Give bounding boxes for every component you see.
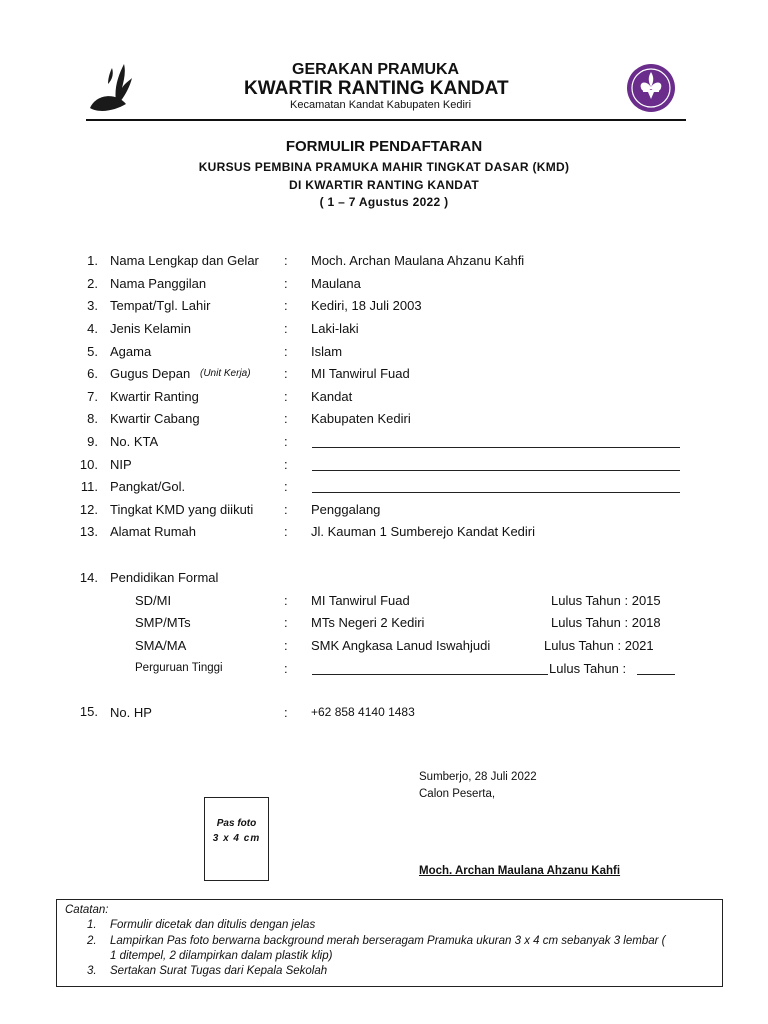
blank-line xyxy=(312,674,548,675)
edu-level: Perguruan Tinggi xyxy=(135,662,223,674)
note-number: 1. xyxy=(87,919,97,931)
field-label: Tingkat KMD yang diikuti xyxy=(110,502,254,517)
field-number: 9. xyxy=(87,434,98,449)
blank-line xyxy=(312,447,680,448)
form-title: FORMULIR PENDAFTARAN xyxy=(285,138,483,155)
blank-line xyxy=(312,470,680,471)
education-row xyxy=(0,661,768,681)
field-label: Kwartir Ranting xyxy=(110,389,199,404)
blank-line xyxy=(637,674,675,675)
form-subtitle-1: KURSUS PEMBINA PRAMUKA MAHIR TINGKAT DASAR (KMD) xyxy=(198,160,570,174)
edu-grad-year: Lulus Tahun : xyxy=(549,661,627,676)
field-number: 8. xyxy=(87,411,98,426)
edu-grad-year: Lulus Tahun : 2015 xyxy=(551,593,661,608)
blank-line xyxy=(312,492,680,493)
field-row xyxy=(0,434,768,454)
field-label: Jenis Kelamin xyxy=(110,321,191,336)
field-number: 5. xyxy=(87,344,98,359)
field-colon: : xyxy=(284,502,288,517)
note-number: 2. xyxy=(87,935,97,947)
field-colon: : xyxy=(284,276,288,291)
field-row xyxy=(0,411,768,431)
field-row xyxy=(0,524,768,544)
field-row xyxy=(0,502,768,522)
field-value: Kandat xyxy=(311,389,353,404)
field-value: Penggalang xyxy=(311,502,381,517)
sign-place-date: Sumberjo, 28 Juli 2022 xyxy=(419,771,537,783)
field-colon: : xyxy=(284,321,288,336)
sign-name: Moch. Archan Maulana Ahzanu Kahfi xyxy=(419,865,621,877)
field-colon: : xyxy=(284,344,288,359)
field-label: Kwartir Cabang xyxy=(110,411,200,426)
field-label: No. KTA xyxy=(110,434,159,449)
edu-grad-year: Lulus Tahun : 2018 xyxy=(551,615,661,630)
wosm-emblem-icon xyxy=(626,63,676,113)
field-row xyxy=(0,457,768,477)
field-number: 3. xyxy=(87,298,98,313)
field-row xyxy=(0,389,768,409)
education-heading xyxy=(0,570,768,590)
photo-label-1: Pas foto xyxy=(216,818,257,829)
edu-level: SMP/MTs xyxy=(135,615,191,630)
education-row xyxy=(0,638,768,658)
field-label: No. HP xyxy=(110,705,152,720)
field-label: Pendidikan Formal xyxy=(110,570,219,585)
note-text-continued: 1 ditempel, 2 dilampirkan dalam plastik klip) xyxy=(110,950,333,962)
field-number: 15. xyxy=(79,704,98,719)
field-row xyxy=(0,253,768,273)
field-number: 7. xyxy=(87,389,98,404)
field-label: Nama Lengkap dan Gelar xyxy=(110,253,259,268)
notes-box xyxy=(56,899,723,987)
field-label: Alamat Rumah xyxy=(110,524,196,539)
field-colon: : xyxy=(284,457,288,472)
field-colon: : xyxy=(284,434,288,449)
notes-title: Catatan: xyxy=(65,904,109,916)
field-colon: : xyxy=(284,389,288,404)
field-colon: : xyxy=(284,298,288,313)
photo-box xyxy=(204,797,269,881)
field-colon: : xyxy=(284,705,288,720)
field-label: Gugus Depan xyxy=(110,366,191,381)
field-value: Kabupaten Kediri xyxy=(311,411,411,426)
field-colon: : xyxy=(284,638,288,653)
field-number: 6. xyxy=(87,366,98,381)
education-row xyxy=(0,615,768,635)
field-colon: : xyxy=(284,479,288,494)
field-value: Laki-laki xyxy=(311,321,359,336)
edu-school: MTs Negeri 2 Kediri xyxy=(311,615,425,630)
field-colon: : xyxy=(284,524,288,539)
field-value: Kediri, 18 Juli 2003 xyxy=(311,298,422,313)
field-label: Nama Panggilan xyxy=(110,276,207,291)
field-value: Maulana xyxy=(311,276,361,291)
field-number: 2. xyxy=(87,276,98,291)
note-text: Formulir dicetak dan ditulis dengan jelas xyxy=(110,919,316,931)
field-number: 4. xyxy=(87,321,98,336)
field-row xyxy=(0,479,768,499)
address: Kecamatan Kandat Kabupaten Kediri xyxy=(290,99,472,111)
education-row xyxy=(0,593,768,613)
field-label: Pangkat/Gol. xyxy=(110,479,186,494)
form-subtitle-2: DI KWARTIR RANTING KANDAT xyxy=(289,178,479,192)
field-colon: : xyxy=(284,366,288,381)
org-name: GERAKAN PRAMUKA xyxy=(292,61,460,78)
field-number: 13. xyxy=(79,524,98,539)
field-number: 14. xyxy=(79,570,98,585)
field-colon: : xyxy=(284,411,288,426)
field-colon: : xyxy=(284,253,288,268)
edu-grad-year: Lulus Tahun : 2021 xyxy=(544,638,654,653)
field-row xyxy=(0,276,768,296)
edu-school: MI Tanwirul Fuad xyxy=(311,593,410,608)
photo-label-2: 3 x 4 cm xyxy=(212,833,261,844)
field-row xyxy=(0,321,768,341)
field-value: Jl. Kauman 1 Sumberejo Kandat Kediri xyxy=(311,524,536,539)
field-colon: : xyxy=(284,661,288,676)
field-label: Tempat/Tgl. Lahir xyxy=(110,298,211,313)
field-number: 1. xyxy=(87,253,98,268)
form-dates: ( 1 – 7 Agustus 2022 ) xyxy=(319,195,449,209)
field-label: Agama xyxy=(110,344,152,359)
edu-level: SMA/MA xyxy=(135,638,187,653)
field-colon: : xyxy=(284,593,288,608)
field-row xyxy=(0,366,768,386)
field-value: Moch. Archan Maulana Ahzanu Kahfi xyxy=(311,253,525,268)
edu-school: SMK Angkasa Lanud Iswahjudi xyxy=(311,638,491,653)
field-colon: : xyxy=(284,615,288,630)
note-text: Lampirkan Pas foto berwarna background merah berseragam Pramuka ukuran 3 x 4 cm sebanyak 3 lembar ( xyxy=(110,935,666,947)
field-value: MI Tanwirul Fuad xyxy=(311,366,410,381)
field-number: 12. xyxy=(79,502,98,517)
unit-name: KWARTIR RANTING KANDAT xyxy=(244,78,509,99)
field-value: Islam xyxy=(311,344,343,359)
note-number: 3. xyxy=(87,965,97,977)
header-rule xyxy=(86,119,686,121)
field-row xyxy=(0,344,768,364)
sign-role: Calon Peserta, xyxy=(419,788,496,800)
note-text: Sertakan Surat Tugas dari Kepala Sekolah xyxy=(110,965,328,977)
field-row xyxy=(0,705,768,725)
field-number: 11. xyxy=(80,479,98,494)
edu-level: SD/MI xyxy=(135,593,172,608)
field-label: NIP xyxy=(110,457,132,472)
field-row xyxy=(0,298,768,318)
field-note: (Unit Kerja) xyxy=(200,368,251,379)
field-number: 10. xyxy=(79,457,98,472)
phone-value: +62 858 4140 1483 xyxy=(311,705,415,719)
tunas-kelapa-logo-icon xyxy=(86,58,138,120)
